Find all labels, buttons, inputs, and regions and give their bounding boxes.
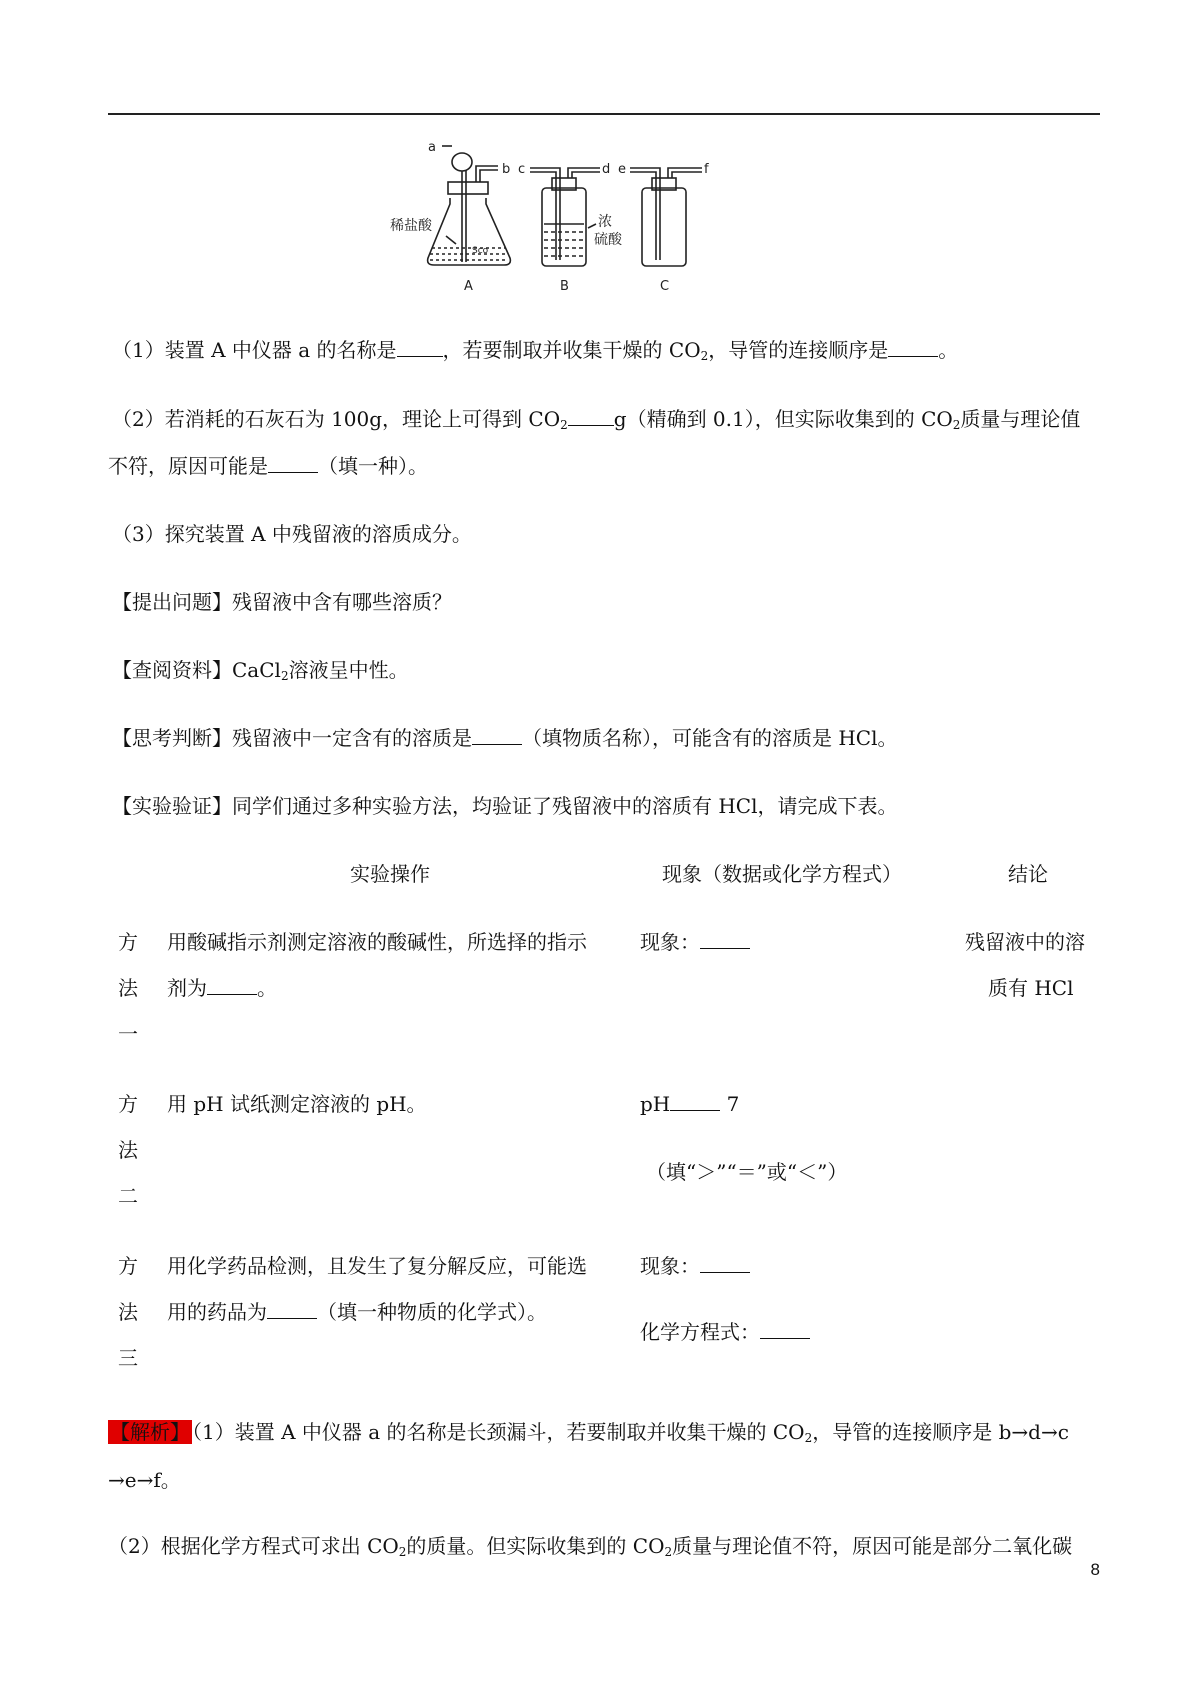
table-header-operation: 实验操作: [350, 862, 430, 886]
stone-label: Sco: [472, 246, 489, 256]
question-2: （2）若消耗的石灰石为 100g，理论上可得到 $CO_2$ g（精确到 0.1），但实际收集到的 $CO_2$质量与理论值: [112, 407, 1081, 432]
method-char: 法: [118, 976, 138, 1000]
label-d: d: [602, 162, 611, 177]
judge-section: 【思考判断】残留液中一定含有的溶质是 （填物质名称），可能含有的溶质是 HCl。: [112, 726, 898, 750]
apparatus-c-label: C: [660, 279, 670, 294]
row2-phenomenon-line2: （填“＞”“＝”或“＜”）: [646, 1160, 848, 1184]
header-rule: [108, 113, 1100, 115]
method-char: 三: [118, 1346, 138, 1370]
method-char: 法: [118, 1300, 138, 1324]
row2-operation-line1: 用 pH 试纸测定溶液的 pH。: [167, 1092, 427, 1116]
verify-section: 【实验验证】同学们通过多种实验方法，均验证了残留液中的溶质有 HCl，请完成下表。: [112, 794, 898, 818]
label-e: e: [618, 162, 626, 177]
question-2-line2: 不符，原因可能是 （填一种）。: [108, 454, 428, 478]
answer-blank: [267, 1298, 317, 1319]
analysis-q1-line2: →e→f。: [108, 1468, 181, 1492]
ask-question: 【提出问题】残留液中含有哪些溶质？: [112, 590, 452, 614]
answer-blank: [700, 928, 750, 949]
analysis-q1: 【解析】 （1）装置 A 中仪器 a 的名称是长颈漏斗，若要制取并收集干燥的 $CO_2$，导管的连接顺序是 b→d→c: [110, 1420, 1069, 1445]
question-3: （3）探究装置 A 中残留液的溶质成分。: [112, 522, 472, 546]
method-char: 方: [118, 1254, 138, 1278]
row1-operation-line2: 剂为 。: [167, 976, 277, 1000]
table-header-phenomenon: 现象（数据或化学方程式）: [662, 862, 902, 886]
answer-blank: [700, 1252, 750, 1273]
apparatus-b-label: B: [560, 279, 569, 294]
row1-operation-line1: 用酸碱指示剂测定溶液的酸碱性，所选择的指示: [167, 930, 587, 954]
question-1: （1）装置 A 中仪器 a 的名称是 ，若要制取并收集干燥的 $CO_2$，导管的连接顺序是 。: [112, 338, 959, 363]
apparatus-a-flask: [428, 146, 511, 265]
label-c: c: [518, 162, 526, 177]
answer-blank: [207, 974, 257, 995]
label-f: f: [704, 162, 709, 177]
answer-blank: [397, 336, 443, 357]
row3-phenomenon-line1: 现象：: [640, 1252, 750, 1280]
method-char: 方: [118, 930, 138, 954]
acid-label: 稀盐酸: [390, 218, 432, 234]
apparatus-a-label: A: [464, 279, 473, 294]
apparatus-figure: [390, 140, 800, 310]
method-char: 法: [118, 1138, 138, 1162]
page-number: 8: [1090, 1560, 1100, 1579]
method-char: 一: [118, 1022, 138, 1046]
analysis-q2: （2）根据化学方程式可求出 $CO_2$的质量。但实际收集到的 $CO_2$质量与理论值不符，原因可能是部分二氧化碳: [108, 1534, 1073, 1559]
answer-blank: [568, 405, 614, 426]
row3-operation-line2: 用的药品为 （填一种物质的化学式）。: [167, 1300, 547, 1324]
row1-conclusion-line2: 质有 HCl: [988, 976, 1074, 1000]
label-b: b: [502, 162, 511, 177]
row2-phenomenon-line1: pH 7: [640, 1092, 740, 1116]
row3-phenomenon-line2: 化学方程式：: [640, 1318, 810, 1346]
label-a: a: [428, 140, 436, 155]
row1-conclusion-line1: 残留液中的溶: [965, 930, 1085, 954]
lookup-info: 【查阅资料】CaCl$_2$溶液呈中性。: [112, 658, 409, 683]
method-char: 方: [118, 1092, 138, 1116]
method-char: 二: [118, 1184, 138, 1208]
analysis-tag: 【解析】: [110, 1420, 190, 1444]
apparatus-b-bottle: [530, 168, 600, 266]
answer-blank: [670, 1090, 720, 1111]
sulfuric-label-line1: 浓: [598, 214, 612, 230]
answer-blank: [888, 336, 938, 357]
apparatus-c-bottle: [630, 168, 702, 266]
answer-blank: [760, 1318, 810, 1339]
answer-blank: [268, 452, 318, 473]
sulfuric-label-line2: 硫酸: [594, 232, 622, 248]
row3-operation-line1: 用化学药品检测，且发生了复分解反应，可能选: [167, 1254, 587, 1278]
answer-blank: [472, 724, 522, 745]
table-header-conclusion: 结论: [1008, 862, 1048, 886]
row1-phenomenon: 现象：: [640, 928, 750, 956]
